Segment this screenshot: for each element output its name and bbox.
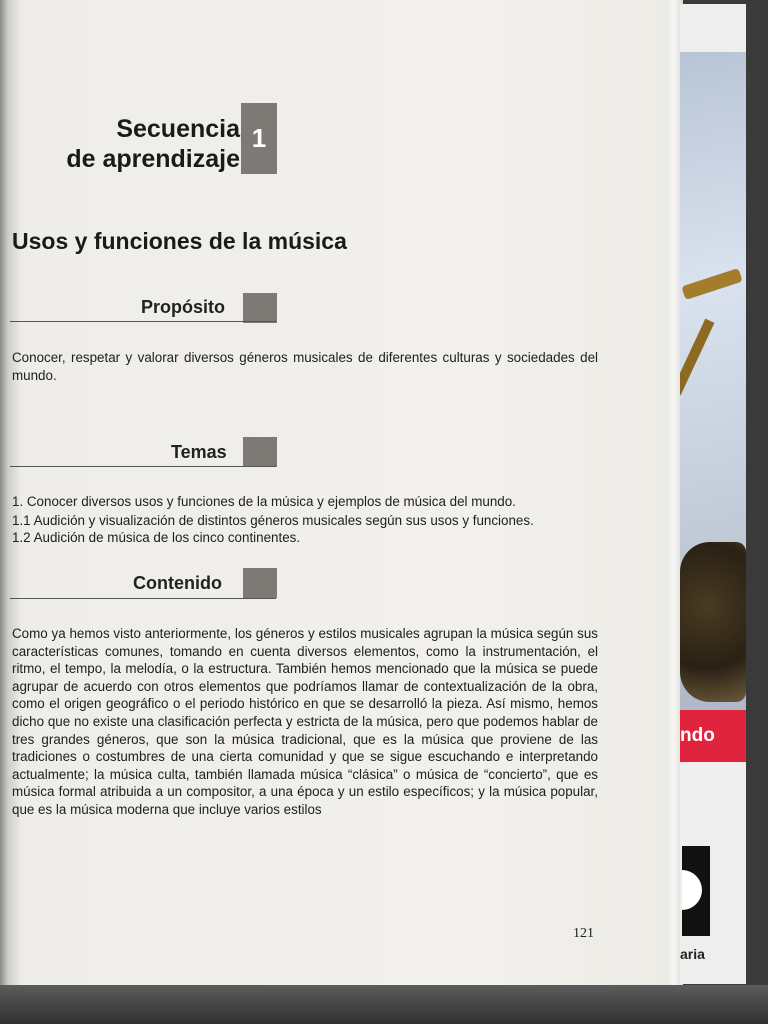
temas-rule (10, 466, 276, 467)
sequence-title-line1: Secuencia (116, 115, 240, 143)
adjacent-page-footer: aria (680, 946, 705, 962)
adjacent-banner-text: ndo (680, 725, 715, 746)
contenido-heading: Contenido (133, 573, 222, 593)
sequence-title (66, 114, 240, 174)
temas-item: 1. Conocer diversos usos y funciones de la música y ejemplos de música del mundo. (12, 494, 516, 509)
sequence-number-badge: 1 (241, 103, 277, 174)
temas-item: 1.2 Audición de música de los cinco continentes. (12, 530, 301, 545)
unit-title: Usos y funciones de la música (12, 228, 347, 254)
table-surface (0, 985, 768, 1024)
adjacent-page (680, 4, 746, 984)
logo-shape (682, 870, 702, 910)
sequence-heading (66, 114, 240, 174)
photo-detail (680, 542, 746, 702)
temas-item: 1.1 Audición y visualización de distintos géneros musicales según sus usos y funciones. (12, 513, 534, 528)
adjacent-page-photo (680, 52, 746, 710)
photo-detail (680, 319, 714, 396)
photo-detail (681, 268, 742, 300)
sequence-title-line2: de aprendizaje (66, 145, 240, 173)
proposito-heading: Propósito (141, 297, 225, 317)
proposito-marker (243, 293, 277, 323)
page-number: 121 (573, 926, 594, 941)
adjacent-page-logo (682, 846, 710, 936)
contenido-marker (243, 568, 277, 598)
proposito-rule (10, 321, 276, 322)
temas-heading: Temas (171, 442, 227, 462)
contenido-text: Como ya hemos visto anteriormente, los géneros y estilos musicales agrupan la música según sus características comunes, tomando en cuenta diversos elementos, como la instrumentación, el ritmo, el tempo, la melodía, o la estructura. También hemos mencionado que la música se puede agrupar de acuerdo con otros elementos que podríamos llamar de contextualización de la obra, como el origen geográfico o el periodo histórico en que se desarrolló la pieza. Así mismo, hemos dicho que no existe una clasificación perfecta y estricta de la música, pero que podemos hablar de tres grandes géneros, que son la música tradicional, que es la música que proviene de las tradiciones o costumbres de una cierta comunidad y que se sigue escuchando e interpretando actualmente; la música culta, también llamada música “clásica” o música de “concierto”, que es música formal atribuida a un compositor, a una época y un estilo específicos; y la música popular, que es la música moderna que incluye varios estilos (12, 626, 598, 817)
temas-marker (243, 437, 277, 467)
proposito-text: Conocer, respetar y valorar diversos géneros musicales de diferentes culturas y sociedades del mundo. (12, 350, 598, 383)
contenido-rule (10, 598, 276, 599)
adjacent-page-banner (680, 710, 746, 762)
